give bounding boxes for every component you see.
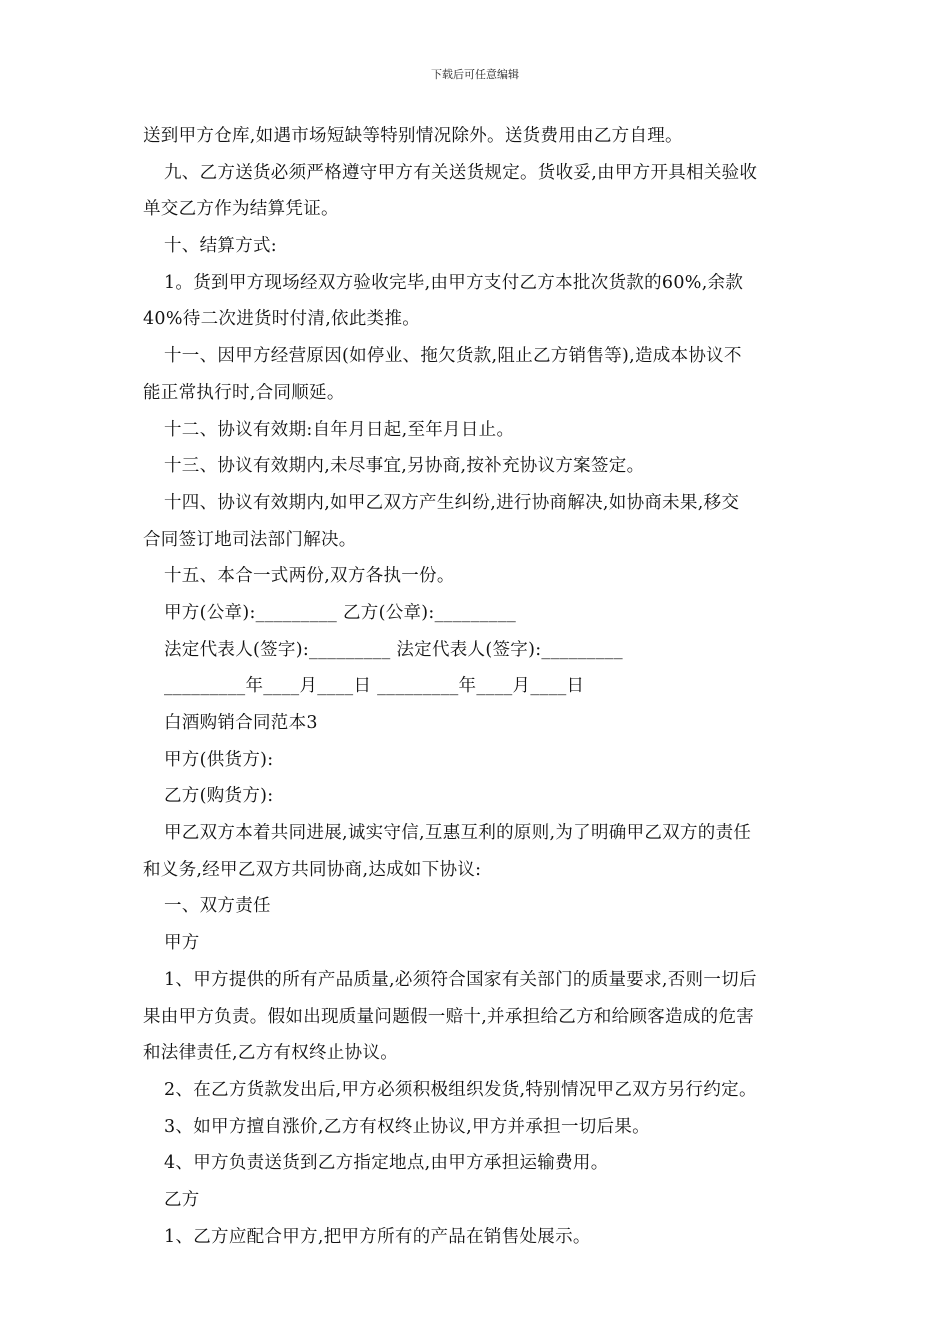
text-line: 果由甲方负责。假如出现质量问题假一赔十,并承担给乙方和给顾客造成的危害 (143, 1006, 755, 1027)
text-line: 1、乙方应配合甲方,把甲方所有的产品在销售处展示。 (164, 1226, 591, 1247)
text-line: 送到甲方仓库,如遇市场短缺等特别情况除外。送货费用由乙方自理。 (143, 126, 683, 146)
header-note: 下载后可任意编辑 (431, 68, 519, 81)
text-line: 1。货到甲方现场经双方验收完毕,由甲方支付乙方本批次货款的60%,余款 (164, 272, 744, 293)
text-line: 甲方 (164, 933, 200, 954)
text-line: 和法律责任,乙方有权终止协议。 (143, 1043, 399, 1064)
text-line: 3、如甲方擅自涨价,乙方有权终止协议,甲方并承担一切后果。 (164, 1116, 650, 1137)
text-line: 1、甲方提供的所有产品质量,必须符合国家有关部门的质量要求,否则一切后 (164, 969, 757, 990)
text-line: 十四、协议有效期内,如甲乙双方产生纠纷,进行协商解决,如协商未果,移交 (164, 492, 740, 513)
text-line: 法定代表人(签字):_________ 法定代表人(签字):_________ (164, 639, 623, 660)
document-body (143, 118, 811, 1255)
text-line: 十三、协议有效期内,未尽事宜,另协商,按补充协议方案签定。 (164, 456, 645, 477)
text-line: 甲方(供货方): (164, 749, 274, 770)
text-line: 能正常执行时,合同顺延。 (143, 382, 345, 403)
text-line: 40%待二次进货时付清,依此类推。 (143, 309, 421, 330)
text-line: 十、结算方式: (164, 236, 277, 257)
text-line: _________年____月____日 _________年____月____日 (164, 676, 585, 697)
text-line: 合同签订地司法部门解决。 (143, 529, 357, 550)
text-line: 乙方 (164, 1189, 200, 1210)
text-line: 九、乙方送货必须严格遵守甲方有关送货规定。货收妥,由甲方开具相关验收 (164, 162, 758, 183)
text-line: 4、甲方负责送货到乙方指定地点,由甲方承担运输费用。 (164, 1153, 609, 1174)
text-line: 单交乙方作为结算凭证。 (143, 199, 339, 220)
text-line: 乙方(购货方): (164, 786, 274, 807)
text-line: 十五、本合一式两份,双方各执一份。 (164, 566, 455, 587)
text-line: 甲乙双方本着共同进展,诚实守信,互惠互利的原则,为了明确甲乙双方的责任 (164, 823, 752, 844)
text-line: 甲方(公章):_________ 乙方(公章):_________ (164, 602, 517, 623)
text-line: 白酒购销合同范本3 (164, 713, 318, 733)
text-line: 十一、因甲方经营原因(如停业、拖欠货款,阻止乙方销售等),造成本协议不 (164, 346, 742, 367)
text-line: 一、双方责任 (164, 896, 271, 917)
text-line: 2、在乙方货款发出后,甲方必须积极组织发货,特别情况甲乙双方另行约定。 (164, 1079, 757, 1100)
text-line: 十二、协议有效期:自年月日起,至年月日止。 (164, 419, 515, 440)
text-line: 和义务,经甲乙双方共同协商,达成如下协议: (143, 859, 482, 880)
